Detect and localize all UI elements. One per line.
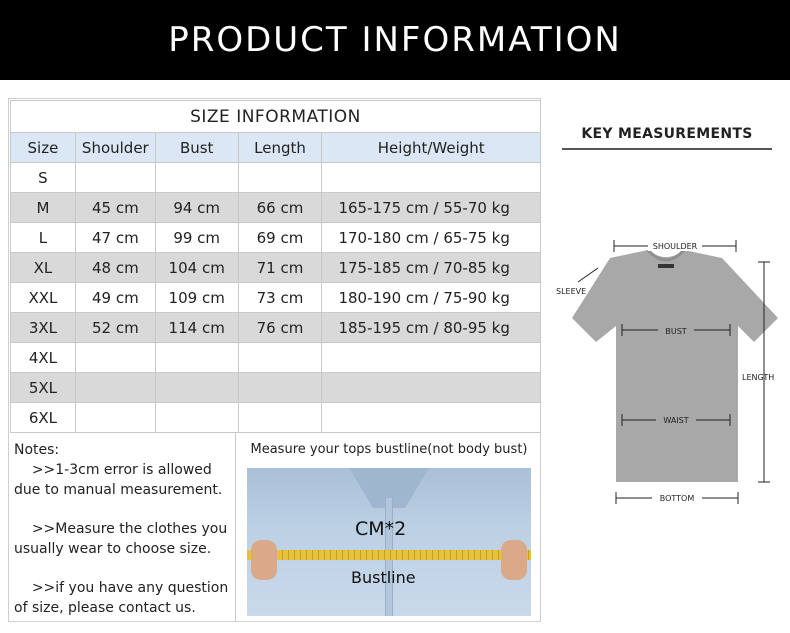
shoulder-cell: 48 cm	[75, 253, 155, 283]
size-cell: 6XL	[11, 403, 76, 433]
table-row	[11, 343, 541, 373]
size-cell: 5XL	[11, 373, 76, 403]
shoulder-cell	[75, 373, 155, 403]
hand-right	[501, 540, 527, 580]
table-row	[11, 193, 541, 223]
bustline-label: Bustline	[351, 568, 416, 587]
shoulder-cell: 52 cm	[75, 313, 155, 343]
tshirt-shape	[572, 250, 778, 482]
length-cell: 71 cm	[238, 253, 322, 283]
bustline-caption: Measure your tops bustline(not body bust)	[250, 442, 528, 457]
header-bust: Bust	[155, 133, 238, 163]
sleeve-label: SLEEVE	[556, 287, 587, 296]
length-cell: 76 cm	[238, 313, 322, 343]
height-weight-cell	[322, 403, 541, 433]
bust-cell: 104 cm	[155, 253, 238, 283]
note-item: >>if you have any question of size, please contact us.	[14, 580, 233, 616]
header-length: Length	[238, 133, 322, 163]
shirt-photo	[247, 468, 531, 616]
header-size: Size	[11, 133, 76, 163]
size-cell: M	[11, 193, 76, 223]
length-cell	[238, 343, 322, 373]
shoulder-cell	[75, 343, 155, 373]
table-row	[11, 163, 541, 193]
length-cell	[238, 163, 322, 193]
bottom-label: BOTTOM	[659, 494, 695, 503]
notes-heading: Notes:	[14, 442, 60, 458]
tshirt-diagram	[548, 230, 786, 510]
size-cell: 4XL	[11, 343, 76, 373]
height-weight-cell	[322, 163, 541, 193]
shoulder-cell	[75, 163, 155, 193]
size-cell: XXL	[11, 283, 76, 313]
bust-cell	[155, 403, 238, 433]
height-weight-cell: 175-185 cm / 70-85 kg	[322, 253, 541, 283]
hand-left	[251, 540, 277, 580]
height-weight-cell: 185-195 cm / 80-95 kg	[322, 313, 541, 343]
waist-label: WAIST	[663, 416, 689, 425]
key-measurements-title: KEY MEASUREMENTS	[562, 126, 772, 150]
shoulder-cell: 47 cm	[75, 223, 155, 253]
length-label: LENGTH	[742, 373, 775, 382]
shoulder-cell: 45 cm	[75, 193, 155, 223]
length-cell: 69 cm	[238, 223, 322, 253]
table-row	[11, 373, 541, 403]
height-weight-cell: 180-190 cm / 75-90 kg	[322, 283, 541, 313]
banner-title: PRODUCT INFORMATION	[0, 0, 790, 80]
bust-cell: 109 cm	[155, 283, 238, 313]
measuring-tape	[247, 550, 531, 560]
size-cell: S	[11, 163, 76, 193]
height-weight-cell	[322, 343, 541, 373]
table-row	[11, 223, 541, 253]
bust-cell	[155, 373, 238, 403]
length-cell	[238, 373, 322, 403]
length-cell: 73 cm	[238, 283, 322, 313]
size-table	[10, 100, 541, 433]
table-row	[11, 313, 541, 343]
height-weight-cell	[322, 373, 541, 403]
height-weight-cell: 165-175 cm / 55-70 kg	[322, 193, 541, 223]
shoulder-cell	[75, 403, 155, 433]
table-row	[11, 283, 541, 313]
size-cell: 3XL	[11, 313, 76, 343]
length-cell: 66 cm	[238, 193, 322, 223]
bust-cell: 114 cm	[155, 313, 238, 343]
bust-cell: 94 cm	[155, 193, 238, 223]
height-weight-cell: 170-180 cm / 65-75 kg	[322, 223, 541, 253]
notes-panel	[10, 432, 236, 622]
shoulder-label: SHOULDER	[652, 242, 698, 251]
size-sheet	[8, 98, 541, 622]
size-cell: XL	[11, 253, 76, 283]
size-cell: L	[11, 223, 76, 253]
bust-cell	[155, 163, 238, 193]
header-shoulder: Shoulder	[75, 133, 155, 163]
bustline-panel	[237, 432, 541, 622]
note-item: >>Measure the clothes you usually wear to choose size.	[14, 521, 232, 557]
bust-cell: 99 cm	[155, 223, 238, 253]
length-cell	[238, 403, 322, 433]
cm-label: CM*2	[355, 518, 407, 540]
shoulder-cell: 49 cm	[75, 283, 155, 313]
table-row	[11, 253, 541, 283]
bust-label: BUST	[665, 327, 687, 336]
table-row	[11, 403, 541, 433]
bust-cell	[155, 343, 238, 373]
table-title: SIZE INFORMATION	[11, 101, 541, 133]
header-height-weight: Height/Weight	[322, 133, 541, 163]
note-item: >>1-3cm error is allowed due to manual measurement.	[14, 462, 223, 498]
